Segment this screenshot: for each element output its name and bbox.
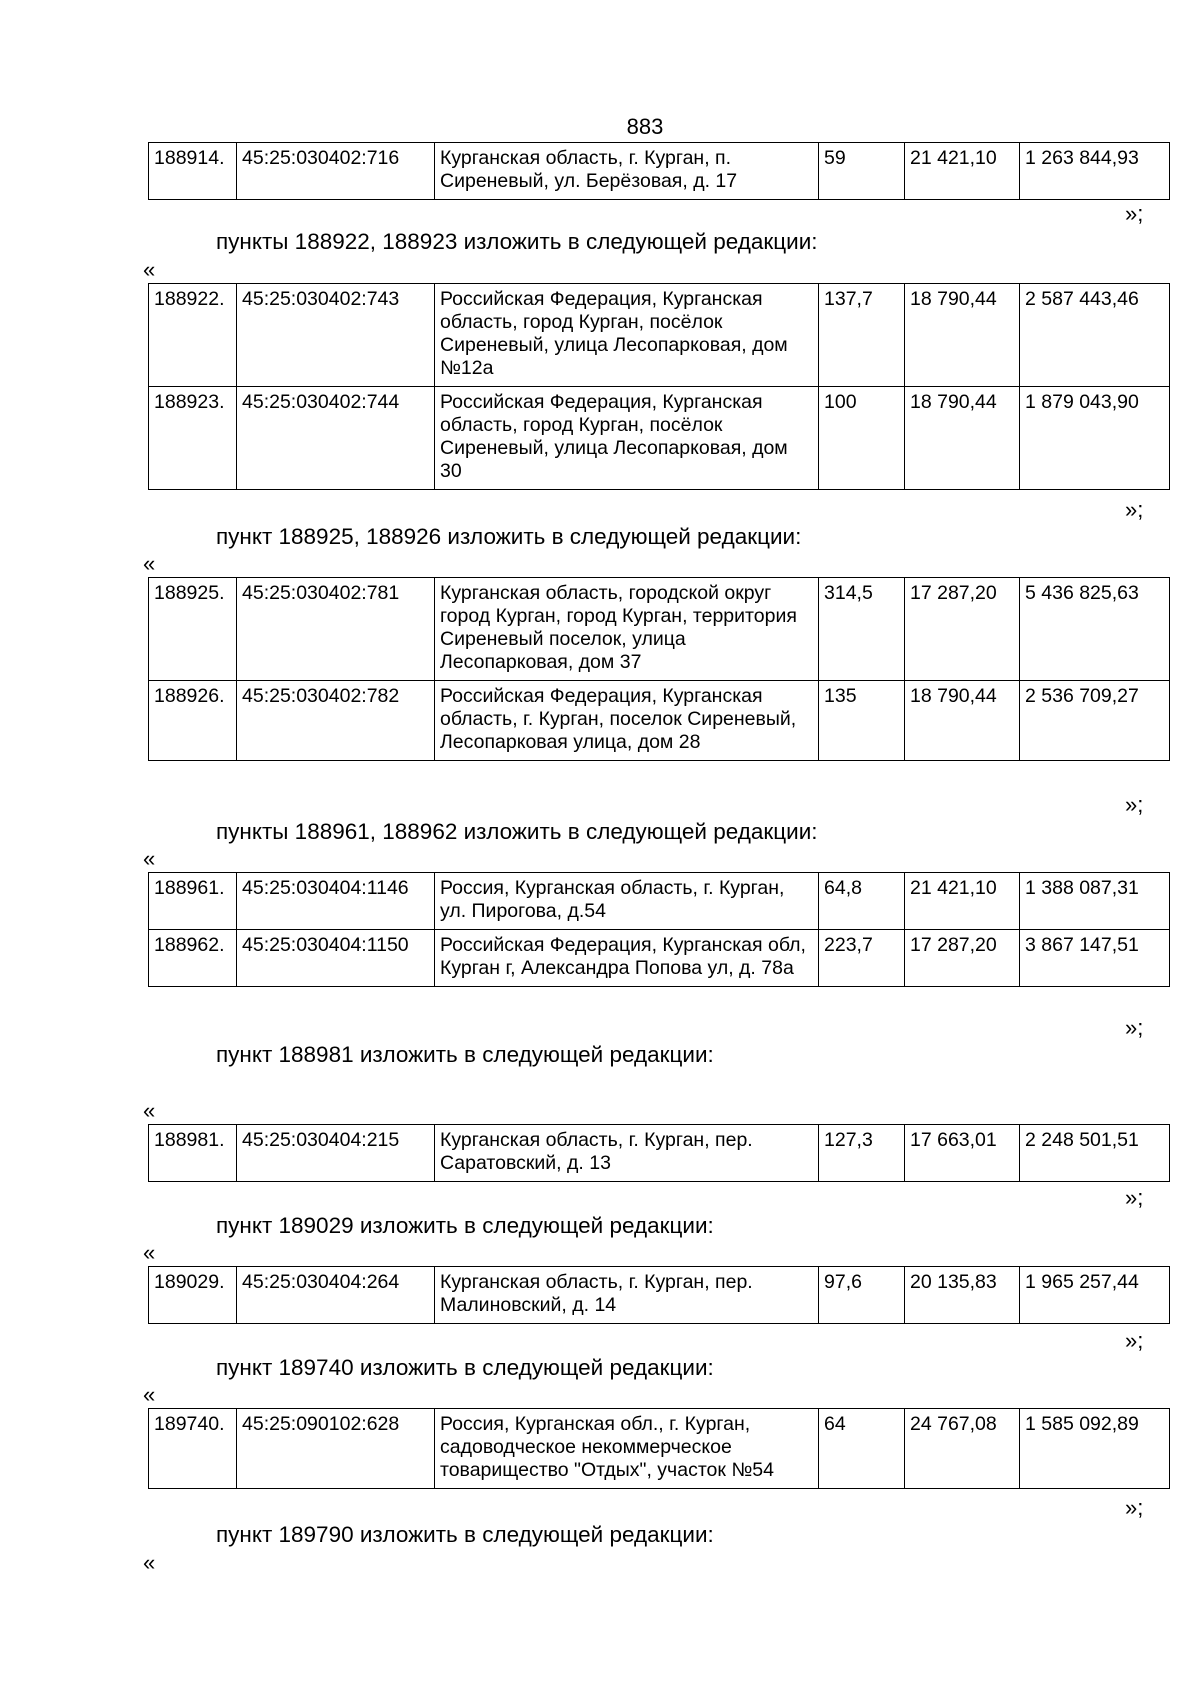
table-row	[149, 1267, 1170, 1324]
instruction-text: пункт 189790 изложить в следующей редакции:	[216, 1522, 714, 1547]
cadastral-number-cell: 45:25:030402:781	[237, 578, 435, 681]
open-quote: «	[143, 1098, 156, 1123]
address-cell: Российская Федерация, Курганская обл, Курган г, Александра Попова ул, д. 78а	[435, 930, 819, 987]
rate-cell: 18 790,44	[905, 284, 1020, 387]
value-cell: 1 879 043,90	[1020, 387, 1170, 490]
table-row	[149, 873, 1170, 930]
rate-cell: 18 790,44	[905, 387, 1020, 490]
table-row	[149, 143, 1170, 200]
rate-cell: 17 287,20	[905, 930, 1020, 987]
area-cell: 100	[819, 387, 905, 490]
value-cell: 2 248 501,51	[1020, 1125, 1170, 1182]
area-cell: 137,7	[819, 284, 905, 387]
area-cell: 64	[819, 1409, 905, 1489]
registry-table-4	[148, 1124, 1170, 1182]
address-cell: Курганская область, г. Курган, п. Сиреневый, ул. Берёзовая, д. 17	[435, 143, 819, 200]
open-quote: «	[143, 1382, 156, 1407]
row-number-cell: 188925.	[149, 578, 237, 681]
rate-cell: 18 790,44	[905, 681, 1020, 761]
open-quote: «	[143, 1240, 156, 1265]
row-number-cell: 189740.	[149, 1409, 237, 1489]
value-cell: 1 263 844,93	[1020, 143, 1170, 200]
cadastral-number-cell: 45:25:030404:1146	[237, 873, 435, 930]
open-quote: «	[143, 846, 156, 871]
area-cell: 97,6	[819, 1267, 905, 1324]
table-row	[149, 681, 1170, 761]
table-row	[149, 578, 1170, 681]
cadastral-number-cell: 45:25:030402:782	[237, 681, 435, 761]
instruction-text: пункты 188961, 188962 изложить в следующей редакции:	[216, 819, 818, 844]
close-quote: »;	[1125, 497, 1144, 522]
cadastral-number-cell: 45:25:030402:744	[237, 387, 435, 490]
open-quote: «	[143, 257, 156, 282]
row-number-cell: 189029.	[149, 1267, 237, 1324]
registry-table-5	[148, 1266, 1170, 1324]
close-quote: »;	[1125, 201, 1144, 226]
address-cell: Россия, Курганская обл., г. Курган, садоводческое некоммерческое товарищество "Отдых", участок №54	[435, 1409, 819, 1489]
rate-cell: 21 421,10	[905, 143, 1020, 200]
value-cell: 2 536 709,27	[1020, 681, 1170, 761]
address-cell: Россия, Курганская область, г. Курган, ул. Пирогова, д.54	[435, 873, 819, 930]
instruction-text: пункт 188981 изложить в следующей редакции:	[216, 1042, 714, 1067]
rate-cell: 20 135,83	[905, 1267, 1020, 1324]
area-cell: 127,3	[819, 1125, 905, 1182]
value-cell: 1 965 257,44	[1020, 1267, 1170, 1324]
row-number-cell: 188923.	[149, 387, 237, 490]
row-number-cell: 188961.	[149, 873, 237, 930]
registry-table-2	[148, 577, 1170, 761]
table-row	[149, 1125, 1170, 1182]
cadastral-number-cell: 45:25:030402:716	[237, 143, 435, 200]
close-quote: »;	[1125, 1495, 1144, 1520]
address-cell: Российская Федерация, Курганская область, город Курган, посёлок Сиреневый, улица Лесопарковая, дом 30	[435, 387, 819, 490]
row-number-cell: 188962.	[149, 930, 237, 987]
table-row	[149, 284, 1170, 387]
page-number: 883	[626, 114, 664, 139]
rate-cell: 17 663,01	[905, 1125, 1020, 1182]
row-number-cell: 188981.	[149, 1125, 237, 1182]
area-cell: 64,8	[819, 873, 905, 930]
cadastral-number-cell: 45:25:030404:264	[237, 1267, 435, 1324]
cadastral-number-cell: 45:25:030404:1150	[237, 930, 435, 987]
close-quote: »;	[1125, 1015, 1144, 1040]
address-cell: Курганская область, г. Курган, пер. Саратовский, д. 13	[435, 1125, 819, 1182]
value-cell: 2 587 443,46	[1020, 284, 1170, 387]
rate-cell: 17 287,20	[905, 578, 1020, 681]
rate-cell: 21 421,10	[905, 873, 1020, 930]
row-number-cell: 188922.	[149, 284, 237, 387]
value-cell: 3 867 147,51	[1020, 930, 1170, 987]
area-cell: 314,5	[819, 578, 905, 681]
instruction-text: пункт 188925, 188926 изложить в следующей редакции:	[216, 524, 802, 549]
close-quote: »;	[1125, 1185, 1144, 1210]
table-row	[149, 1409, 1170, 1489]
area-cell: 223,7	[819, 930, 905, 987]
cadastral-number-cell: 45:25:030404:215	[237, 1125, 435, 1182]
close-quote: »;	[1125, 792, 1144, 817]
cadastral-number-cell: 45:25:030402:743	[237, 284, 435, 387]
registry-table-0	[148, 142, 1170, 200]
instruction-text: пункт 189029 изложить в следующей редакции:	[216, 1213, 714, 1238]
area-cell: 59	[819, 143, 905, 200]
address-cell: Курганская область, городской округ город Курган, город Курган, территория Сиреневый поселок, улица Лесопарковая, дом 37	[435, 578, 819, 681]
instruction-text: пункт 189740 изложить в следующей редакции:	[216, 1355, 714, 1380]
row-number-cell: 188926.	[149, 681, 237, 761]
open-quote: «	[143, 1550, 156, 1575]
registry-table-1	[148, 283, 1170, 490]
value-cell: 1 585 092,89	[1020, 1409, 1170, 1489]
value-cell: 5 436 825,63	[1020, 578, 1170, 681]
registry-table-6	[148, 1408, 1170, 1489]
area-cell: 135	[819, 681, 905, 761]
address-cell: Курганская область, г. Курган, пер. Малиновский, д. 14	[435, 1267, 819, 1324]
table-row	[149, 930, 1170, 987]
value-cell: 1 388 087,31	[1020, 873, 1170, 930]
rate-cell: 24 767,08	[905, 1409, 1020, 1489]
cadastral-number-cell: 45:25:090102:628	[237, 1409, 435, 1489]
close-quote: »;	[1125, 1328, 1144, 1353]
row-number-cell: 188914.	[149, 143, 237, 200]
table-row	[149, 387, 1170, 490]
address-cell: Российская Федерация, Курганская область, город Курган, посёлок Сиреневый, улица Лесопарковая, дом №12а	[435, 284, 819, 387]
registry-table-3	[148, 872, 1170, 987]
address-cell: Российская Федерация, Курганская область, г. Курган, поселок Сиреневый, Лесопарковая улица, дом 28	[435, 681, 819, 761]
instruction-text: пункты 188922, 188923 изложить в следующей редакции:	[216, 229, 818, 254]
open-quote: «	[143, 551, 156, 576]
